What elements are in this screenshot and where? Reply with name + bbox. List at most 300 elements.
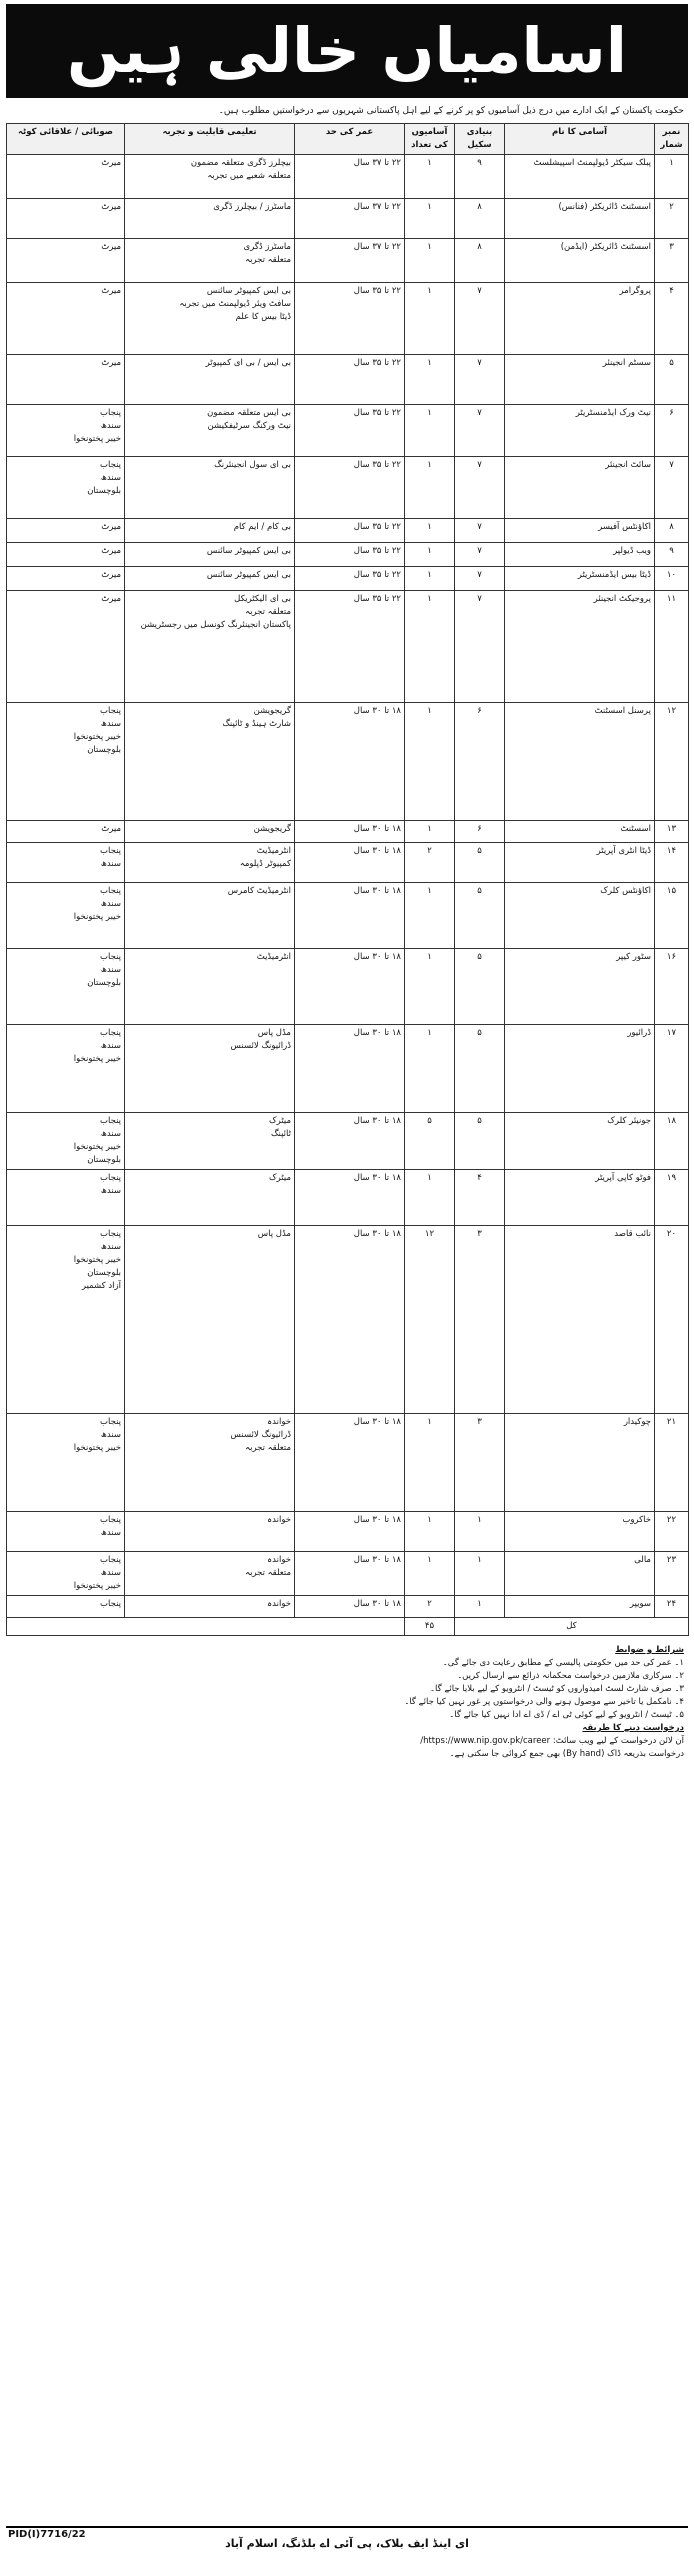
qualification-cell	[125, 843, 295, 883]
table-row	[7, 883, 689, 949]
post-title-cell: مالی	[505, 1552, 655, 1596]
serial-cell: ۱۴	[655, 843, 689, 883]
scale-cell: ۱	[455, 1596, 505, 1618]
quota-line: پنجاب	[99, 1173, 121, 1183]
serial-cell: ۱۳	[655, 821, 689, 843]
serial-cell: ۱۹	[655, 1170, 689, 1226]
posts-cell: ۱	[405, 567, 455, 591]
quota-line: سندھ	[100, 421, 121, 431]
quota-line: سندھ	[100, 965, 121, 975]
quota-cell	[7, 1025, 125, 1113]
quota-cell	[7, 239, 125, 283]
scale-cell: ۸	[455, 199, 505, 239]
table-row	[7, 239, 689, 283]
qualification-line: میٹرک	[269, 1173, 291, 1183]
scale-cell: ۱	[455, 1512, 505, 1552]
quota-line: سندھ	[100, 1129, 121, 1139]
age-cell: ۲۲ تا ۳۷ سال	[295, 239, 405, 283]
quota-line: بلوچستان	[87, 486, 121, 496]
qualification-line: ماسٹرز ڈگری	[243, 242, 291, 252]
qualification-cell	[125, 567, 295, 591]
table-row	[7, 405, 689, 457]
quota-line: سندھ	[100, 1186, 121, 1196]
qualification-line: گریجویشن	[253, 824, 291, 834]
quota-line: میرٹ	[101, 824, 121, 834]
age-cell: ۲۲ تا ۳۷ سال	[295, 155, 405, 199]
quota-cell	[7, 1414, 125, 1512]
quota-line: سندھ	[100, 1041, 121, 1051]
quota-line: میرٹ	[101, 202, 121, 212]
posts-cell: ۱	[405, 543, 455, 567]
age-cell: ۱۸ تا ۳۰ سال	[295, 843, 405, 883]
post-title-cell: اکاؤنٹس کلرک	[505, 883, 655, 949]
quota-line: خیبر پختونخوا	[73, 1255, 121, 1265]
quota-line: بلوچستان	[87, 1155, 121, 1165]
quota-line: خیبر پختونخوا	[73, 1581, 121, 1591]
qualification-cell	[125, 949, 295, 1025]
quota-line: میرٹ	[101, 594, 121, 604]
posts-cell: ۱	[405, 1170, 455, 1226]
quota-line: خیبر پختونخوا	[73, 434, 121, 444]
serial-cell: ۲۴	[655, 1596, 689, 1618]
table-row	[7, 1512, 689, 1552]
quota-line: سندھ	[100, 859, 121, 869]
serial-cell: ۹	[655, 543, 689, 567]
apply-item-by-hand: درخواست بذریعہ ڈاک (By hand) بھی جمع کروائی جا سکتی ہے۔	[449, 1749, 684, 1759]
qualification-line: متعلقہ تجربہ	[245, 255, 291, 265]
qualification-line: کمپیوٹر ڈپلومہ	[239, 859, 291, 869]
quota-line: خیبر پختونخوا	[73, 1054, 121, 1064]
table-row	[7, 519, 689, 543]
quota-cell	[7, 703, 125, 821]
qualification-cell	[125, 703, 295, 821]
serial-cell: ۶	[655, 405, 689, 457]
quota-line: پنجاب	[99, 1116, 121, 1126]
quota-cell	[7, 1226, 125, 1414]
post-title-cell: سسٹم انجینئر	[505, 355, 655, 405]
serial-cell: ۸	[655, 519, 689, 543]
age-cell: ۱۸ تا ۳۰ سال	[295, 949, 405, 1025]
post-title-cell: نیٹ ورک ایڈمنسٹریٹر	[505, 405, 655, 457]
quota-line: پنجاب	[99, 1229, 121, 1239]
posts-cell: ۱	[405, 591, 455, 703]
post-title-cell: پرسنل اسسٹنٹ	[505, 703, 655, 821]
scale-cell: ۹	[455, 155, 505, 199]
age-cell: ۱۸ تا ۳۰ سال	[295, 1552, 405, 1596]
quota-line: میرٹ	[101, 358, 121, 368]
age-cell: ۱۸ تا ۳۰ سال	[295, 821, 405, 843]
age-cell: ۱۸ تا ۳۰ سال	[295, 1170, 405, 1226]
post-title-cell: نائب قاصد	[505, 1226, 655, 1414]
quota-cell	[7, 199, 125, 239]
post-title-cell: اکاؤنٹس آفیسر	[505, 519, 655, 543]
post-title-cell: اسسٹنٹ ڈائریکٹر (ایڈمن)	[505, 239, 655, 283]
scale-cell: ۴	[455, 1170, 505, 1226]
scale-cell: ۱	[455, 1552, 505, 1596]
qualification-cell	[125, 1512, 295, 1552]
age-cell: ۱۸ تا ۳۰ سال	[295, 1025, 405, 1113]
table-row	[7, 703, 689, 821]
terms-heading: شرائط و ضوابط	[615, 1645, 684, 1655]
quota-line: میرٹ	[101, 158, 121, 168]
posts-cell: ۱	[405, 155, 455, 199]
table-row	[7, 155, 689, 199]
table-row	[7, 591, 689, 703]
qualification-line: انٹرمیڈیٹ	[256, 846, 291, 856]
quota-cell	[7, 1512, 125, 1552]
post-title-cell: اسسٹنٹ ڈائریکٹر (فنانس)	[505, 199, 655, 239]
serial-cell: ۱۷	[655, 1025, 689, 1113]
post-title-cell: ویب ڈیولپر	[505, 543, 655, 567]
intro-text: حکومت پاکستان کے ایک ادارے میں درج ذیل آسامیوں کو پر کرنے کے لیے اہل پاکستانی شہریوں سے درخواستیں مطلوب ہیں۔	[218, 106, 684, 116]
table-row	[7, 567, 689, 591]
serial-cell: ۱۱	[655, 591, 689, 703]
terms-section	[6, 1636, 688, 1761]
qualification-cell	[125, 283, 295, 355]
scale-cell: ۵	[455, 883, 505, 949]
qualification-cell	[125, 821, 295, 843]
posts-cell: ۱	[405, 405, 455, 457]
age-cell: ۲۲ تا ۳۵ سال	[295, 519, 405, 543]
quota-line: پنجاب	[99, 460, 121, 470]
scale-cell: ۵	[455, 843, 505, 883]
scale-cell: ۷	[455, 567, 505, 591]
qualification-line: پاکستان انجینئرنگ کونسل میں رجسٹریشن	[140, 620, 291, 630]
quota-line: خیبر پختونخوا	[73, 1443, 121, 1453]
qualification-line: خواندہ	[267, 1417, 291, 1427]
post-title-cell: ڈرائیور	[505, 1025, 655, 1113]
quota-cell	[7, 1170, 125, 1226]
qualification-cell	[125, 405, 295, 457]
posts-cell: ۱	[405, 703, 455, 821]
table-row	[7, 543, 689, 567]
posts-cell: ۱	[405, 239, 455, 283]
quota-cell	[7, 883, 125, 949]
table-header-row	[7, 124, 689, 155]
header-serial: نمبر شمار	[655, 124, 689, 155]
term-item: ۲۔ سرکاری ملازمین درخواست محکمانہ ذرائع سے ارسال کریں۔	[457, 1671, 684, 1681]
quota-cell	[7, 283, 125, 355]
qualification-line: خواندہ	[267, 1555, 291, 1565]
qualification-cell	[125, 519, 295, 543]
quota-cell	[7, 405, 125, 457]
scale-cell: ۵	[455, 1025, 505, 1113]
quota-line: سندھ	[100, 1568, 121, 1578]
serial-cell: ۲۳	[655, 1552, 689, 1596]
qualification-line: ڈرائیونگ لائسنس	[230, 1430, 291, 1440]
header-quota: صوبائی / علاقائی کوٹہ	[7, 124, 125, 155]
term-item: ۵۔ ٹیسٹ / انٹرویو کے لیے کوئی ٹی اے / ڈی اے ادا نہیں کیا جائے گا۔	[449, 1710, 684, 1720]
quota-line: خیبر پختونخوا	[73, 912, 121, 922]
quota-line: پنجاب	[99, 1515, 121, 1525]
age-cell: ۲۲ تا ۳۵ سال	[295, 567, 405, 591]
qualification-line: متعلقہ تجربہ	[245, 1568, 291, 1578]
qualification-line: بیچلرز ڈگری متعلقہ مضمون	[190, 158, 291, 168]
serial-cell: ۴	[655, 283, 689, 355]
post-title-cell: سویپر	[505, 1596, 655, 1618]
qualification-line: بی ایس کمپیوٹر سائنس	[206, 546, 291, 556]
table-row	[7, 457, 689, 519]
qualification-line: مڈل پاس	[257, 1229, 291, 1239]
qualification-line: بی ایس کمپیوٹر سائنس	[206, 286, 291, 296]
post-title-cell: سائٹ انجینئر	[505, 457, 655, 519]
table-row	[7, 355, 689, 405]
serial-cell: ۱۰	[655, 567, 689, 591]
quota-line: میرٹ	[101, 546, 121, 556]
vacancies-banner: اسامیاں خالی ہیں	[6, 4, 688, 98]
quota-cell	[7, 821, 125, 843]
quota-line: پنجاب	[99, 952, 121, 962]
term-item: ۱۔ عمر کی حد میں حکومتی پالیسی کے مطابق رعایت دی جائے گی۔	[442, 1658, 684, 1668]
scale-cell: ۷	[455, 591, 505, 703]
quota-line: پنجاب	[99, 1417, 121, 1427]
qualification-cell	[125, 1552, 295, 1596]
serial-cell: ۲	[655, 199, 689, 239]
pid-number: PID(I)7716/22	[8, 2529, 86, 2540]
quota-cell	[7, 1552, 125, 1596]
quota-line: میرٹ	[101, 242, 121, 252]
quota-line: خیبر پختونخوا	[73, 732, 121, 742]
table-row	[7, 1414, 689, 1512]
posts-cell: ۱	[405, 1414, 455, 1512]
qualification-line: متعلقہ تجربہ	[245, 607, 291, 617]
post-title-cell: خاکروب	[505, 1512, 655, 1552]
qualification-line: شارٹ ہینڈ و ٹائپنگ	[222, 719, 291, 729]
age-cell: ۲۲ تا ۳۵ سال	[295, 457, 405, 519]
header-age: عمر کی حد	[295, 124, 405, 155]
scale-cell: ۳	[455, 1226, 505, 1414]
quota-cell	[7, 949, 125, 1025]
quota-line: سندھ	[100, 1528, 121, 1538]
posts-cell: ۵	[405, 1113, 455, 1170]
posts-cell: ۱	[405, 355, 455, 405]
qualification-cell	[125, 1113, 295, 1170]
table-row	[7, 1025, 689, 1113]
posts-cell: ۱	[405, 1552, 455, 1596]
qualification-line: انٹرمیڈیٹ	[256, 952, 291, 962]
quota-line: سندھ	[100, 473, 121, 483]
qualification-line: سافٹ ویئر ڈیولپمنٹ میں تجربہ	[179, 299, 291, 309]
post-title-cell: ڈیٹا انٹری آپریٹر	[505, 843, 655, 883]
serial-cell: ۷	[655, 457, 689, 519]
quota-cell	[7, 591, 125, 703]
total-blank	[7, 1618, 405, 1636]
post-title-cell: ڈیٹا بیس ایڈمنسٹریٹر	[505, 567, 655, 591]
serial-cell: ۵	[655, 355, 689, 405]
scale-cell: ۷	[455, 543, 505, 567]
qualification-line: متعلقہ شعبے میں تجربہ	[207, 171, 291, 181]
qualification-line: متعلقہ تجربہ	[245, 1443, 291, 1453]
scale-cell: ۶	[455, 821, 505, 843]
total-label: کل	[455, 1618, 689, 1636]
posts-cell: ۱۲	[405, 1226, 455, 1414]
quota-line: میرٹ	[101, 570, 121, 580]
table-row	[7, 1552, 689, 1596]
qualification-line: مڈل پاس	[257, 1028, 291, 1038]
qualification-line: ماسٹرز / بیچلرز ڈگری	[213, 202, 291, 212]
scale-cell: ۷	[455, 355, 505, 405]
quota-line: پنجاب	[99, 1599, 121, 1609]
term-item: ۴۔ نامکمل یا تاخیر سے موصول ہونے والی درخواستوں پر غور نہیں کیا جائے گا۔	[404, 1697, 684, 1707]
qualification-cell	[125, 1226, 295, 1414]
qualification-line: بی ای سول انجینئرنگ	[214, 460, 291, 470]
qualification-line: بی کام / ایم کام	[233, 522, 291, 532]
age-cell: ۱۸ تا ۳۰ سال	[295, 1226, 405, 1414]
serial-cell: ۱	[655, 155, 689, 199]
qualification-cell	[125, 1025, 295, 1113]
qualification-line: بی ای الیکٹریکل	[234, 594, 291, 604]
scale-cell: ۷	[455, 519, 505, 543]
header-post: آسامی کا نام	[505, 124, 655, 155]
quota-line: سندھ	[100, 899, 121, 909]
scale-cell: ۷	[455, 283, 505, 355]
qualification-line: بی ایس / بی ای کمپیوٹر	[205, 358, 291, 368]
quota-line: میرٹ	[101, 522, 121, 532]
age-cell: ۱۸ تا ۳۰ سال	[295, 1113, 405, 1170]
serial-cell: ۲۲	[655, 1512, 689, 1552]
post-title-cell: جونیئر کلرک	[505, 1113, 655, 1170]
posts-cell: ۱	[405, 821, 455, 843]
qualification-cell	[125, 155, 295, 199]
age-cell: ۱۸ تا ۳۰ سال	[295, 1512, 405, 1552]
qualification-line: بی ایس کمپیوٹر سائنس	[206, 570, 291, 580]
total-value: ۴۵	[405, 1618, 455, 1636]
address-footer: ای اینڈ ایف بلاک، پی آئی اے بلڈنگ، اسلام آباد	[6, 2526, 688, 2552]
quota-line: پنجاب	[99, 846, 121, 856]
table-row	[7, 1226, 689, 1414]
quota-line: پنجاب	[99, 706, 121, 716]
qualification-line: ڈرائیونگ لائسنس	[230, 1041, 291, 1051]
qualification-line: ٹائپنگ	[270, 1129, 291, 1139]
age-cell: ۲۲ تا ۳۵ سال	[295, 591, 405, 703]
table-row	[7, 1170, 689, 1226]
vacancies-body	[7, 155, 689, 1618]
post-title-cell: سٹور کیپر	[505, 949, 655, 1025]
serial-cell: ۱۵	[655, 883, 689, 949]
scale-cell: ۶	[455, 703, 505, 821]
age-cell: ۲۲ تا ۳۵ سال	[295, 543, 405, 567]
quota-cell	[7, 1113, 125, 1170]
qualification-line: انٹرمیڈیٹ کامرس	[227, 886, 291, 896]
quota-line: پنجاب	[99, 408, 121, 418]
quota-line: سندھ	[100, 1430, 121, 1440]
age-cell: ۲۲ تا ۳۵ سال	[295, 283, 405, 355]
scale-cell: ۸	[455, 239, 505, 283]
post-title-cell: چوکیدار	[505, 1414, 655, 1512]
quota-line: پنجاب	[99, 1028, 121, 1038]
post-title-cell: اسسٹنٹ	[505, 821, 655, 843]
post-title-cell: فوٹو کاپی آپریٹر	[505, 1170, 655, 1226]
posts-cell: ۱	[405, 949, 455, 1025]
vacancies-table	[6, 123, 689, 1636]
qualification-line: نیٹ ورکنگ سرٹیفکیشن	[207, 421, 291, 431]
qualification-line: خواندہ	[267, 1599, 291, 1609]
header-scale: بنیادی سکیل	[455, 124, 505, 155]
age-cell: ۲۲ تا ۳۵ سال	[295, 355, 405, 405]
age-cell: ۱۸ تا ۳۰ سال	[295, 1596, 405, 1618]
posts-cell: ۲	[405, 1596, 455, 1618]
posts-cell: ۱	[405, 883, 455, 949]
quota-line: بلوچستان	[87, 1268, 121, 1278]
quota-line: پنجاب	[99, 1555, 121, 1565]
quota-cell	[7, 155, 125, 199]
total-row	[7, 1618, 689, 1636]
post-title-cell: پبلک سیکٹر ڈیولپمنٹ اسپیشلسٹ	[505, 155, 655, 199]
apply-item-online[interactable]: آن لائن درخواست کے لیے ویب سائٹ: https://www.nip.gov.pk/career/	[420, 1736, 684, 1746]
term-item: ۳۔ صرف شارٹ لسٹ امیدواروں کو ٹیسٹ / انٹرویو کے لیے بلایا جائے گا۔	[430, 1684, 684, 1694]
qualification-cell	[125, 1414, 295, 1512]
quota-line: میرٹ	[101, 286, 121, 296]
quota-cell	[7, 355, 125, 405]
posts-cell: ۱	[405, 519, 455, 543]
post-title-cell: پروگرامر	[505, 283, 655, 355]
quota-line: سندھ	[100, 1242, 121, 1252]
quota-cell	[7, 1596, 125, 1618]
qualification-cell	[125, 199, 295, 239]
scale-cell: ۷	[455, 457, 505, 519]
age-cell: ۲۲ تا ۳۷ سال	[295, 199, 405, 239]
quota-line: آزاد کشمیر	[81, 1281, 121, 1291]
posts-cell: ۱	[405, 1512, 455, 1552]
qualification-cell	[125, 591, 295, 703]
qualification-cell	[125, 457, 295, 519]
posts-cell: ۱	[405, 457, 455, 519]
quota-cell	[7, 543, 125, 567]
quota-line: بلوچستان	[87, 978, 121, 988]
age-cell: ۱۸ تا ۳۰ سال	[295, 703, 405, 821]
age-cell: ۱۸ تا ۳۰ سال	[295, 1414, 405, 1512]
scale-cell: ۵	[455, 1113, 505, 1170]
header-qualification: تعلیمی قابلیت و تجربہ	[125, 124, 295, 155]
qualification-cell	[125, 355, 295, 405]
quota-line: خیبر پختونخوا	[73, 1142, 121, 1152]
qualification-line: گریجویشن	[253, 706, 291, 716]
qualification-cell	[125, 239, 295, 283]
table-row	[7, 843, 689, 883]
table-row	[7, 821, 689, 843]
qualification-line: خواندہ	[267, 1515, 291, 1525]
table-row	[7, 1596, 689, 1618]
quota-line: پنجاب	[99, 886, 121, 896]
scale-cell: ۷	[455, 405, 505, 457]
quota-cell	[7, 567, 125, 591]
quota-line: بلوچستان	[87, 745, 121, 755]
qualification-cell	[125, 1596, 295, 1618]
serial-cell: ۱۶	[655, 949, 689, 1025]
serial-cell: ۳	[655, 239, 689, 283]
posts-cell: ۱	[405, 199, 455, 239]
quota-cell	[7, 457, 125, 519]
table-row	[7, 949, 689, 1025]
qualification-cell	[125, 1170, 295, 1226]
quota-cell	[7, 843, 125, 883]
quota-line: سندھ	[100, 719, 121, 729]
serial-cell: ۱۸	[655, 1113, 689, 1170]
header-posts: آسامیوں کی تعداد	[405, 124, 455, 155]
age-cell: ۲۲ تا ۳۵ سال	[295, 405, 405, 457]
qualification-line: میٹرک	[269, 1116, 291, 1126]
qualification-cell	[125, 883, 295, 949]
scale-cell: ۵	[455, 949, 505, 1025]
qualification-line: بی ایس متعلقہ مضمون	[207, 408, 291, 418]
posts-cell: ۱	[405, 1025, 455, 1113]
serial-cell: ۲۱	[655, 1414, 689, 1512]
table-row	[7, 283, 689, 355]
posts-cell: ۲	[405, 843, 455, 883]
table-row	[7, 199, 689, 239]
quota-cell	[7, 519, 125, 543]
age-cell: ۱۸ تا ۳۰ سال	[295, 883, 405, 949]
